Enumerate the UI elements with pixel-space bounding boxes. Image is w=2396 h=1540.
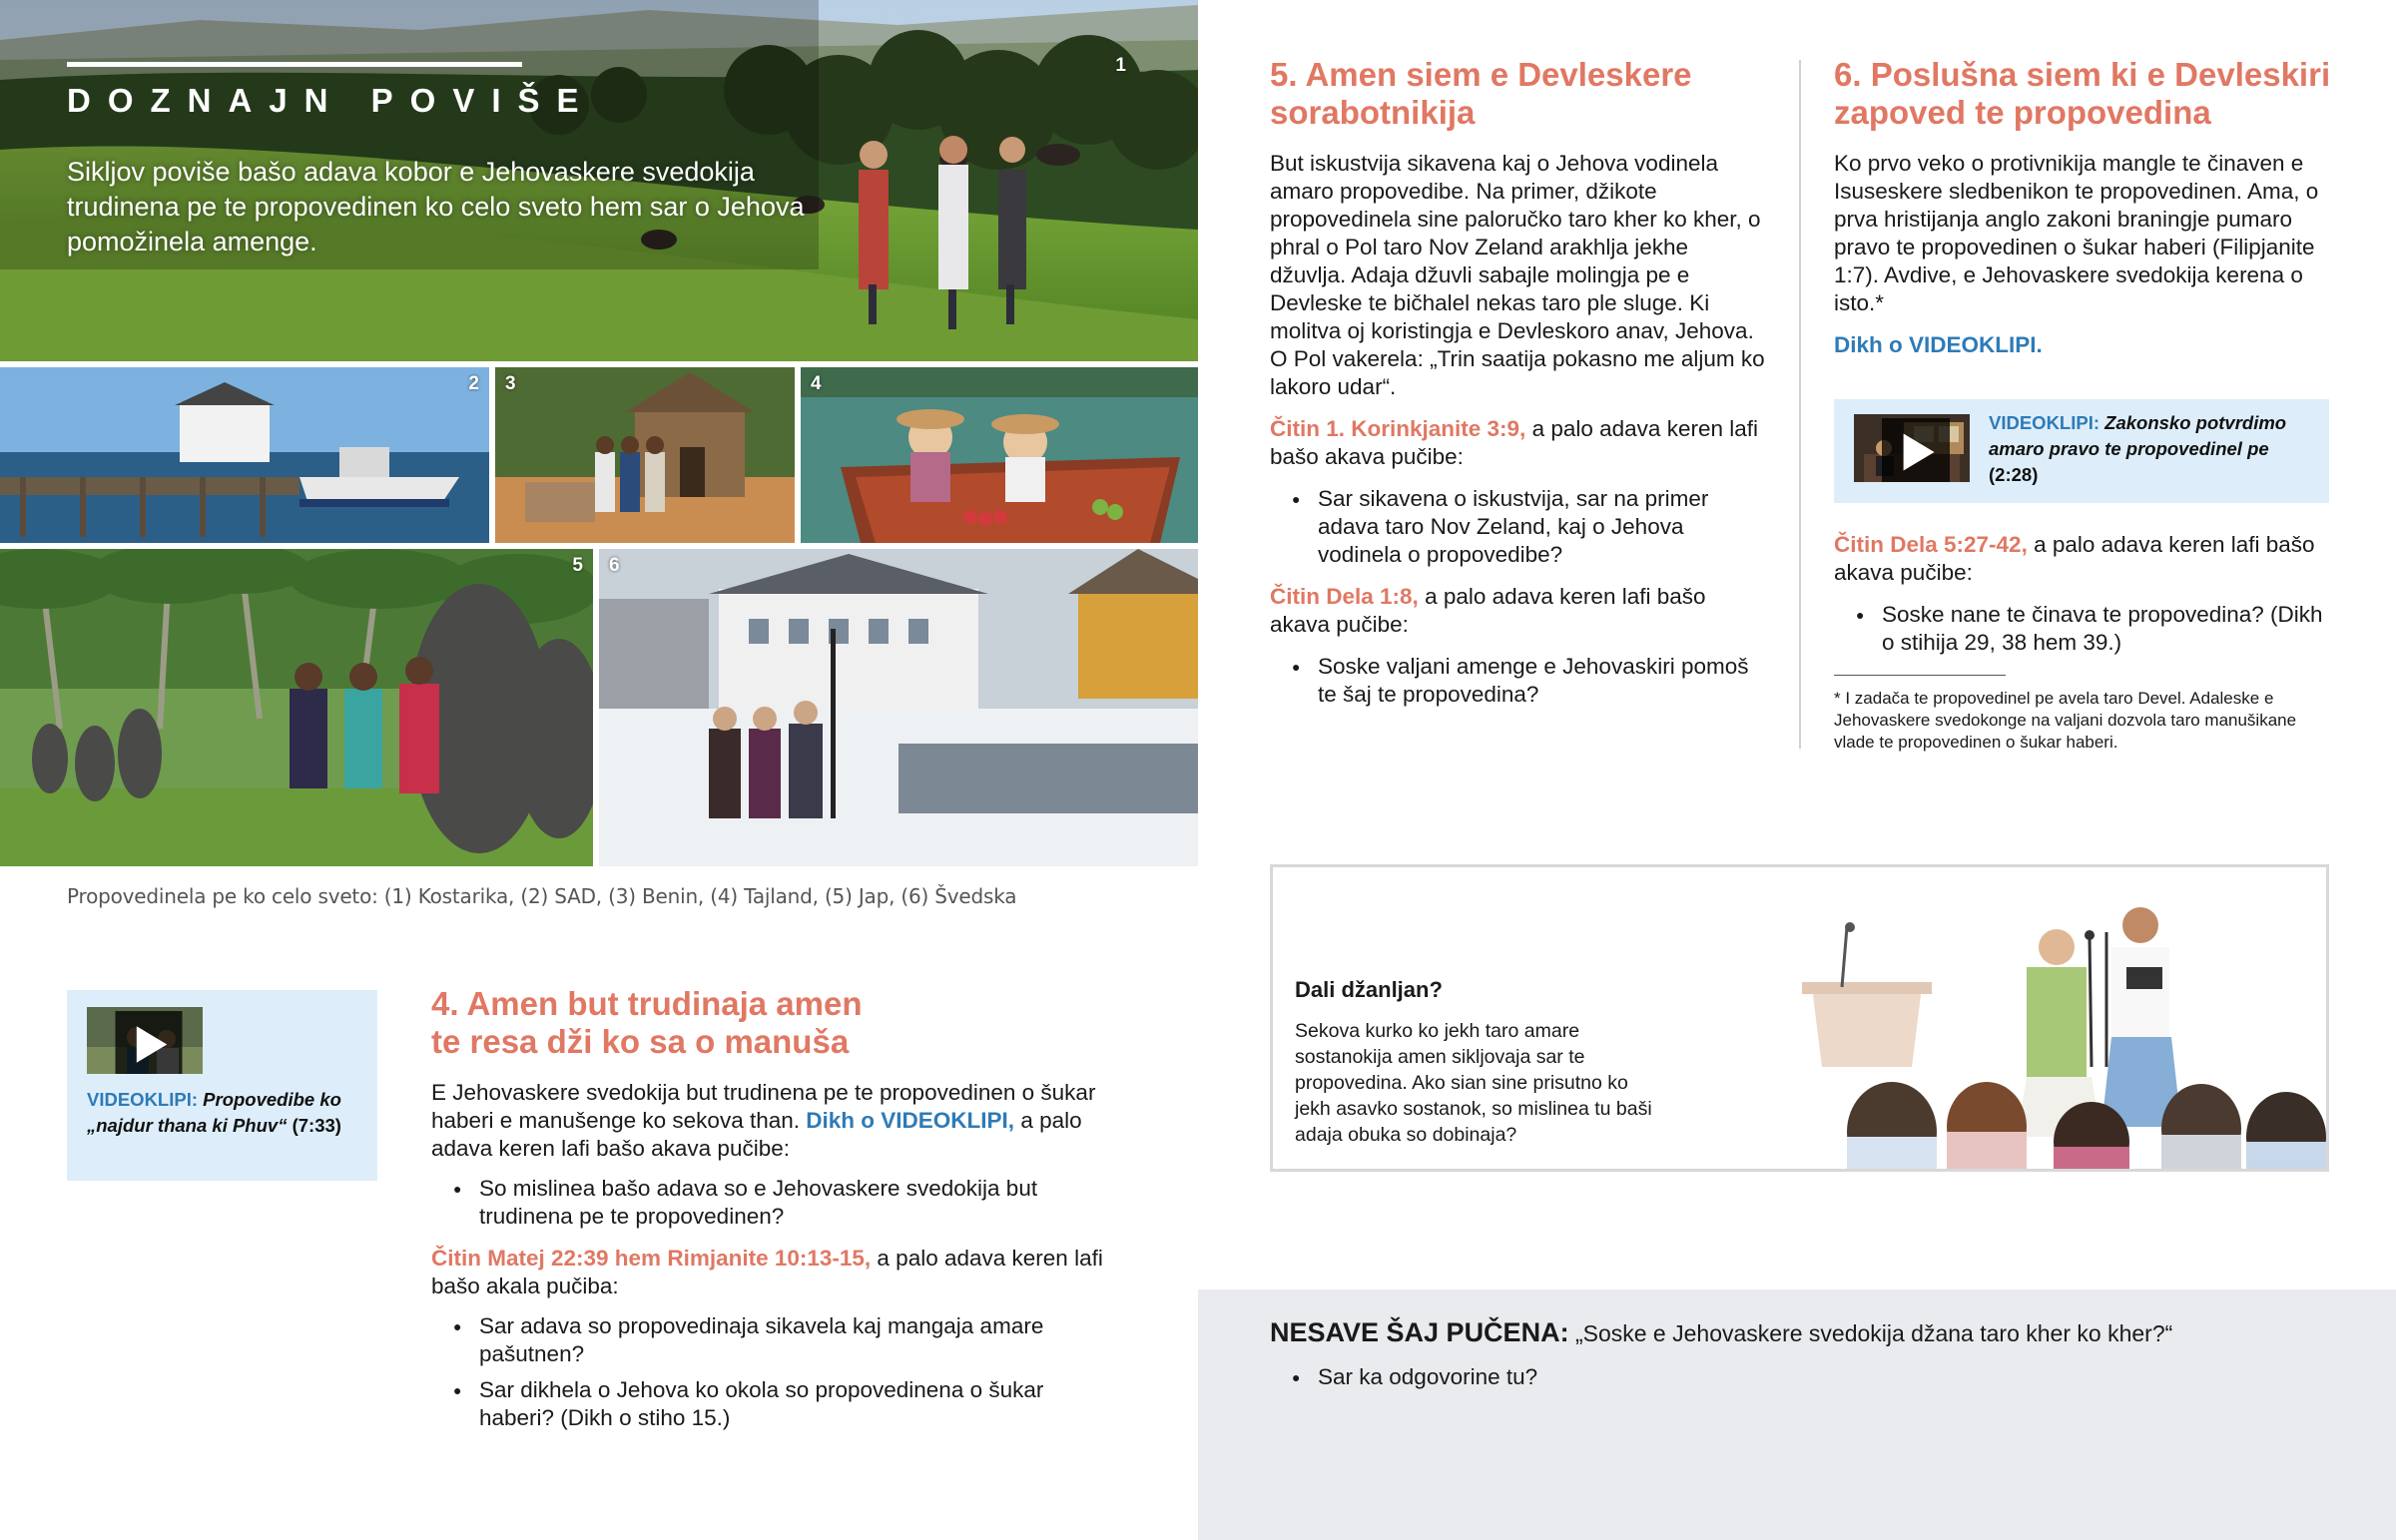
section-6-heading-line2: zapoved te propovedina: [1834, 94, 2211, 131]
question-item: ● Sar adava so propovedinaja sikavela kaj mangaja amare pašutnen?: [431, 1312, 1110, 1368]
section-6-heading-line1: 6. Poslušna siem ki e Devleskiri: [1834, 56, 2331, 93]
photo-sweden: [599, 549, 1198, 866]
video-thumbnail[interactable]: [87, 1007, 203, 1074]
hero-rule: [67, 62, 522, 67]
question-item: ● Sar ka odgovorine tu?: [1270, 1363, 1869, 1391]
photo-number-3: 3: [505, 373, 516, 394]
section-5-heading-line2: sorabotnikija: [1270, 94, 1476, 131]
read-instruction: a palo adava keren lafi bašo akava pučibe:: [1270, 584, 1706, 637]
meeting-illustration: [1772, 867, 2329, 1172]
section-4-intro-text: E Jehovaskere svedokija but trudinena pe te propovedinen o šukar haberi e manušenge ko sekova than.: [431, 1080, 1096, 1133]
section-4-heading-line2: te resa dži ko sa o manuša: [431, 1023, 850, 1060]
video-duration: (2:28): [1989, 464, 2039, 485]
hero-intro: Sikljov poviše bašo adava kobor e Jehovaskere svedokija trudinena pe te propovedinen ko celo sveto hem sar o Jehova pomožinela amenge.: [67, 157, 805, 257]
section-5-read-2: [1270, 583, 1769, 639]
video-box-left[interactable]: [67, 990, 377, 1181]
play-icon[interactable]: [1858, 418, 1970, 482]
read-instruction: a palo adava keren lafi bašo akala pučiba:: [431, 1246, 1103, 1298]
next-question: [1270, 1317, 2172, 1348]
question-item: ● Soske nane te činava te propovedina? (Dikh o stihija 29, 38 hem 39.): [1834, 601, 2333, 657]
photo-usa: [0, 367, 489, 543]
section-5-body: But iskustvija sikavena kaj o Jehova vodinela amaro propovedibe. Na primer, džikote propovedinela sine palоručko taro kher ko kher, o phral o Pol taro Nov Zeland arakhlja jekhe džuvlja. Adaja džuvli sabajle molingja pe e Devleske te bičhalel nekas taro ple sluge. Ki molitva oj koristingja e Devleskoro anav, Jehova. O Pol vakerela: „Trin saatija pokasno me aljum ko lakoro udar“.: [1270, 151, 1765, 399]
scripture-reference[interactable]: Čitin 1. Korinkjanite 3:9,: [1270, 416, 1526, 441]
video-thumbnail[interactable]: [1854, 414, 1970, 482]
footnote: * I zadača te propovedinel pe avela taro Devel. Adaleske e Jehovaskere svedokonge na valjani dozvola taro manušikane vlade te propovedinen o šukar haberi.: [1834, 689, 2297, 752]
photo-number-6: 6: [609, 555, 620, 576]
photo-thailand: [801, 367, 1198, 543]
next-question-list: [1270, 1363, 1869, 1405]
footnote-rule: [1834, 675, 2006, 676]
next-question-label: NESAVE ŠAJ PUČENA:: [1270, 1317, 1569, 1347]
section-4-heading: [431, 985, 1110, 1061]
section-6: [1834, 56, 2333, 359]
section-5-heading: [1270, 56, 1769, 132]
photo-yap: [0, 549, 593, 866]
section-5: [1270, 56, 1769, 723]
question-item: ● Sar sikavena o iskustvija, sar na primer adava taro Nov Zeland, kaj o Jehova vodinela o propovedibe?: [1270, 485, 1769, 569]
page-title: DOZNAJN POVIŠE: [67, 82, 596, 119]
photo-benin: [495, 367, 795, 543]
section-4-read: [431, 1245, 1110, 1300]
video-title[interactable]: Zakonsko potvrdimo amaro pravo te propovedinel pe: [1989, 412, 2287, 459]
video-link[interactable]: Dikh o VIDEOKLIPI.: [1834, 332, 2043, 357]
did-you-know-title: Dali džanljan?: [1295, 977, 1443, 1002]
photo-caption: Propovedinela pe ko celo sveto: (1) Kostarika, (2) SAD, (3) Benin, (4) Tajland, (5) Jap, (6) Švedska: [67, 884, 1017, 908]
next-question-text: „Soske e Jehovaskere svedokija džana taro kher ko kher?“: [1574, 1320, 2173, 1346]
scripture-reference[interactable]: Čitin Dela 1:8,: [1270, 584, 1419, 609]
section-6-heading: [1834, 56, 2333, 132]
section-4-intro-text-end: a palo adava keren lafi bašo akava pučibe:: [431, 1108, 1082, 1161]
section-6-continued: [1834, 531, 2333, 671]
question-item: ● Soske valjani amenge e Jehovaskiri pomoš te šaj te propovedina?: [1270, 653, 1769, 709]
video-label: VIDEOKLIPI:: [1989, 412, 2100, 433]
video-duration: (7:33): [292, 1115, 341, 1136]
photo-number-5: 5: [572, 555, 583, 576]
video-label: VIDEOKLIPI:: [87, 1089, 199, 1110]
section-6-body: Ko prvo veko o protivnikija mangle te činaven e Isuseskere sledbenikon te propovedinen. Ama, o prva hristijanja anglo zakoni braningje pumaro pravo te propovedinen o šukar haberi (Filipjanite 1:7). Avdive, e Jehovaskere svedokija kerena o isto.*: [1834, 151, 2319, 315]
section-6-read: [1834, 531, 2333, 587]
section-4-intro: [431, 1079, 1110, 1163]
read-instruction: a palo adava keren lafi bašo akava pučibe:: [1270, 416, 1758, 469]
did-you-know-box: [1270, 864, 2329, 1172]
question-item: ● So mislinea bašo adava so e Jehovaskere svedokija but trudinena pe te propovedinen?: [431, 1175, 1110, 1231]
play-icon[interactable]: [91, 1011, 203, 1074]
question-item: ● Sar dikhela o Jehova ko okola so propovedinena o šukar haberi? (Dikh o stiho 15.): [431, 1376, 1110, 1432]
read-instruction: a palo adava keren lafi bašo akava pučibe:: [1834, 532, 2315, 585]
video-title[interactable]: Propovedibe ko „najdur thana ki Phuv“: [87, 1089, 341, 1136]
video-link[interactable]: Dikh o VIDEOKLIPI,: [806, 1108, 1015, 1133]
section-4: [431, 985, 1110, 1446]
photo-number-1: 1: [1115, 55, 1126, 76]
scripture-reference[interactable]: Čitin Matej 22:39 hem Rimjanite 10:13-15,: [431, 1246, 872, 1271]
photo-number-2: 2: [468, 373, 479, 394]
section-4-heading-line1: 4. Amen but trudinaja amen: [431, 985, 863, 1022]
did-you-know-text: Sekova kurko ko jekh taro amare sostanokija amen sikljovaja sar te propovedina. Ako sian sine prisutno ko jekh asavko sostanok, so mislinea tu baši adaja obuka so dobinaja?: [1295, 1020, 1652, 1146]
photo-number-4: 4: [811, 373, 822, 394]
scripture-reference[interactable]: Čitin Dela 5:27-42,: [1834, 532, 2028, 557]
section-5-read-1: [1270, 415, 1769, 471]
section-5-heading-line1: 5. Amen siem e Devleskere: [1270, 56, 1692, 93]
column-divider: [1799, 60, 1801, 749]
video-box-right[interactable]: [1834, 399, 2329, 503]
